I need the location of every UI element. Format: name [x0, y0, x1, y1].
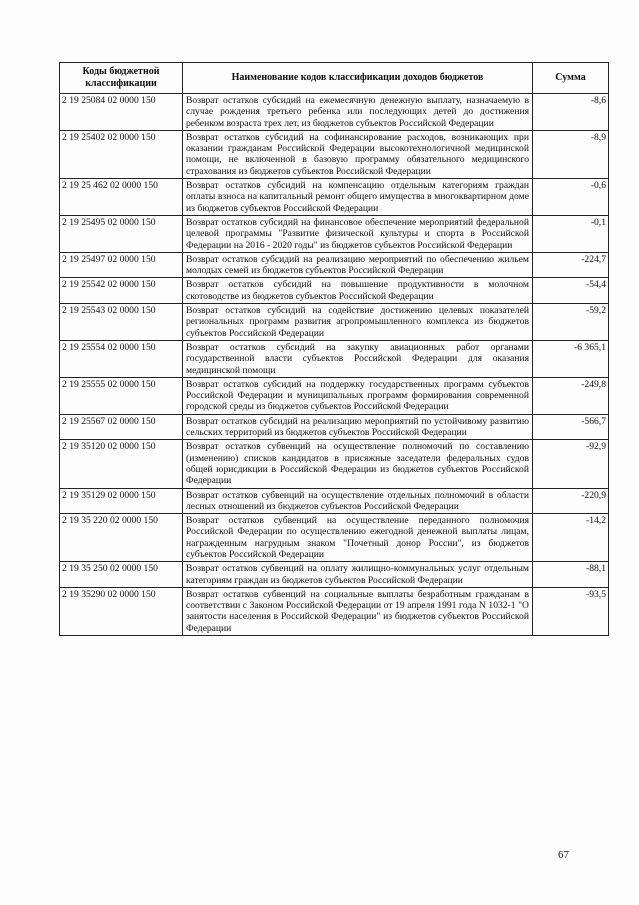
header-name: Наименование кодов классификации доходов бюджетов	[183, 63, 533, 94]
table-row	[60, 340, 609, 377]
row-sum-cell: -566,7	[533, 414, 609, 440]
row-name-cell: Возврат остатков субвенций на осуществление полномочий по составлению (изменению) списков кандидатов в присяжные заседатели федеральных судов общей юрисдикции в Российской Федерации из бюджетов субъектов Российской Федерации	[183, 440, 533, 488]
row-sum-cell: -0,1	[533, 215, 609, 252]
table-row	[60, 587, 609, 635]
table-row	[60, 440, 609, 488]
row-sum-cell: -59,2	[533, 304, 609, 341]
page-number: 67	[558, 849, 569, 861]
row-name-cell: Возврат остатков субвенций на оплату жилищно-коммунальных услуг отдельным категориям граждан из бюджетов субъектов Российской Федерации	[183, 562, 533, 588]
row-code-cell: 2 19 25543 02 0000 150	[60, 304, 183, 341]
row-name-cell: Возврат остатков субсидий на реализацию мероприятий по обеспечению жильем молодых семей из бюджетов субъектов Российской Федерации	[183, 252, 533, 278]
table-row	[60, 130, 609, 178]
row-name-cell: Возврат остатков субсидий на ежемесячную денежную выплату, назначаемую в случае рождения третьего ребенка или последующих детей до достижения ребенком возраста трех лет, из бюджетов субъектов Российской Федерации	[183, 94, 533, 131]
row-name-cell: Возврат остатков субсидий на финансовое обеспечение мероприятий федеральной целевой программы "Развитие физической культуры и спорта в Российской Федерации на 2016 - 2020 годы" из бюджетов субъектов Российской Федерации	[183, 215, 533, 252]
row-code-cell: 2 19 35120 02 0000 150	[60, 440, 183, 488]
row-code-cell: 2 19 25555 02 0000 150	[60, 377, 183, 414]
table-row	[60, 278, 609, 304]
table-row	[60, 562, 609, 588]
row-code-cell: 2 19 25567 02 0000 150	[60, 414, 183, 440]
row-name-cell: Возврат остатков субсидий на повышение продуктивности в молочном скотоводстве из бюджетов субъектов Российской Федерации	[183, 278, 533, 304]
row-name-cell: Возврат остатков субсидий на поддержку государственных программ субъектов Российской Федерации и муниципальных программ формирования современной городской среды из бюджетов субъектов Российской Федерации	[183, 377, 533, 414]
row-sum-cell: -92,9	[533, 440, 609, 488]
row-sum-cell: -249,8	[533, 377, 609, 414]
row-sum-cell: -8,9	[533, 130, 609, 178]
row-sum-cell: -0,6	[533, 179, 609, 216]
table-row	[60, 215, 609, 252]
row-name-cell: Возврат остатков субсидий на содействие достижению целевых показателей региональных программ развития агропромышленного комплекса из бюджетов субъектов Российской Федерации	[183, 304, 533, 341]
row-name-cell: Возврат остатков субвенций на осуществление переданного полномочия Российской Федерации по осуществлению ежегодной денежной выплаты лицам, награжденным нагрудным знаком "Почетный донор России", из бюджетов субъектов Российской Федерации	[183, 514, 533, 562]
row-code-cell: 2 19 25084 02 0000 150	[60, 94, 183, 131]
table-row	[60, 488, 609, 514]
row-code-cell: 2 19 35290 02 0000 150	[60, 587, 183, 635]
row-sum-cell: -93,5	[533, 587, 609, 635]
row-sum-cell: -88,1	[533, 562, 609, 588]
row-name-cell: Возврат остатков субвенций на осуществление отдельных полномочий в области лесных отношений из бюджетов субъектов Российской Федерации	[183, 488, 533, 514]
row-sum-cell: -6 365,1	[533, 340, 609, 377]
row-code-cell: 2 19 35 250 02 0000 150	[60, 562, 183, 588]
row-name-cell: Возврат остатков субсидий на закупку авиационных работ органами государственной власти субъектов Российской Федерации для оказания медицинской помощи	[183, 340, 533, 377]
row-name-cell: Возврат остатков субсидий на софинансирование расходов, возникающих при оказании гражданам Российской Федерации высокотехнологичной медицинской помощи, не включенной в базовую программу обязательного медицинского страхования из бюджетов субъектов Российской Федерации	[183, 130, 533, 178]
table-row	[60, 94, 609, 131]
row-name-cell: Возврат остатков субсидий на компенсацию отдельным категориям граждан оплаты взноса на капитальный ремонт общего имущества в многоквартирном доме из бюджетов субъектов Российской Федерации	[183, 179, 533, 216]
row-sum-cell: -14,2	[533, 514, 609, 562]
header-sum: Сумма	[533, 63, 609, 94]
table-row	[60, 252, 609, 278]
row-code-cell: 2 19 25554 02 0000 150	[60, 340, 183, 377]
budget-classification-table	[59, 62, 609, 636]
table-row	[60, 414, 609, 440]
table-body	[60, 94, 609, 636]
row-code-cell: 2 19 25542 02 0000 150	[60, 278, 183, 304]
table-header-row	[60, 63, 609, 94]
row-name-cell: Возврат остатков субвенций на социальные выплаты безработным гражданам в соответствии с Законом Российской Федерации от 19 апреля 1991 года N 1032-1 "О занятости населения в Российской Федерации" из бюджетов субъектов Российской Федерации	[183, 587, 533, 635]
row-sum-cell: -224,7	[533, 252, 609, 278]
header-code: Коды бюджетной классификации	[60, 63, 183, 94]
row-sum-cell: -8,6	[533, 94, 609, 131]
row-code-cell: 2 19 25497 02 0000 150	[60, 252, 183, 278]
table-row	[60, 514, 609, 562]
row-sum-cell: -54,4	[533, 278, 609, 304]
row-code-cell: 2 19 25495 02 0000 150	[60, 215, 183, 252]
row-code-cell: 2 19 35129 02 0000 150	[60, 488, 183, 514]
table-row	[60, 179, 609, 216]
row-name-cell: Возврат остатков субсидий на реализацию мероприятий по устойчивому развитию сельских территорий из бюджетов субъектов Российской Федерации	[183, 414, 533, 440]
row-code-cell: 2 19 25 462 02 0000 150	[60, 179, 183, 216]
table-row	[60, 304, 609, 341]
row-code-cell: 2 19 25402 02 0000 150	[60, 130, 183, 178]
row-sum-cell: -220,9	[533, 488, 609, 514]
row-code-cell: 2 19 35 220 02 0000 150	[60, 514, 183, 562]
table-row	[60, 377, 609, 414]
